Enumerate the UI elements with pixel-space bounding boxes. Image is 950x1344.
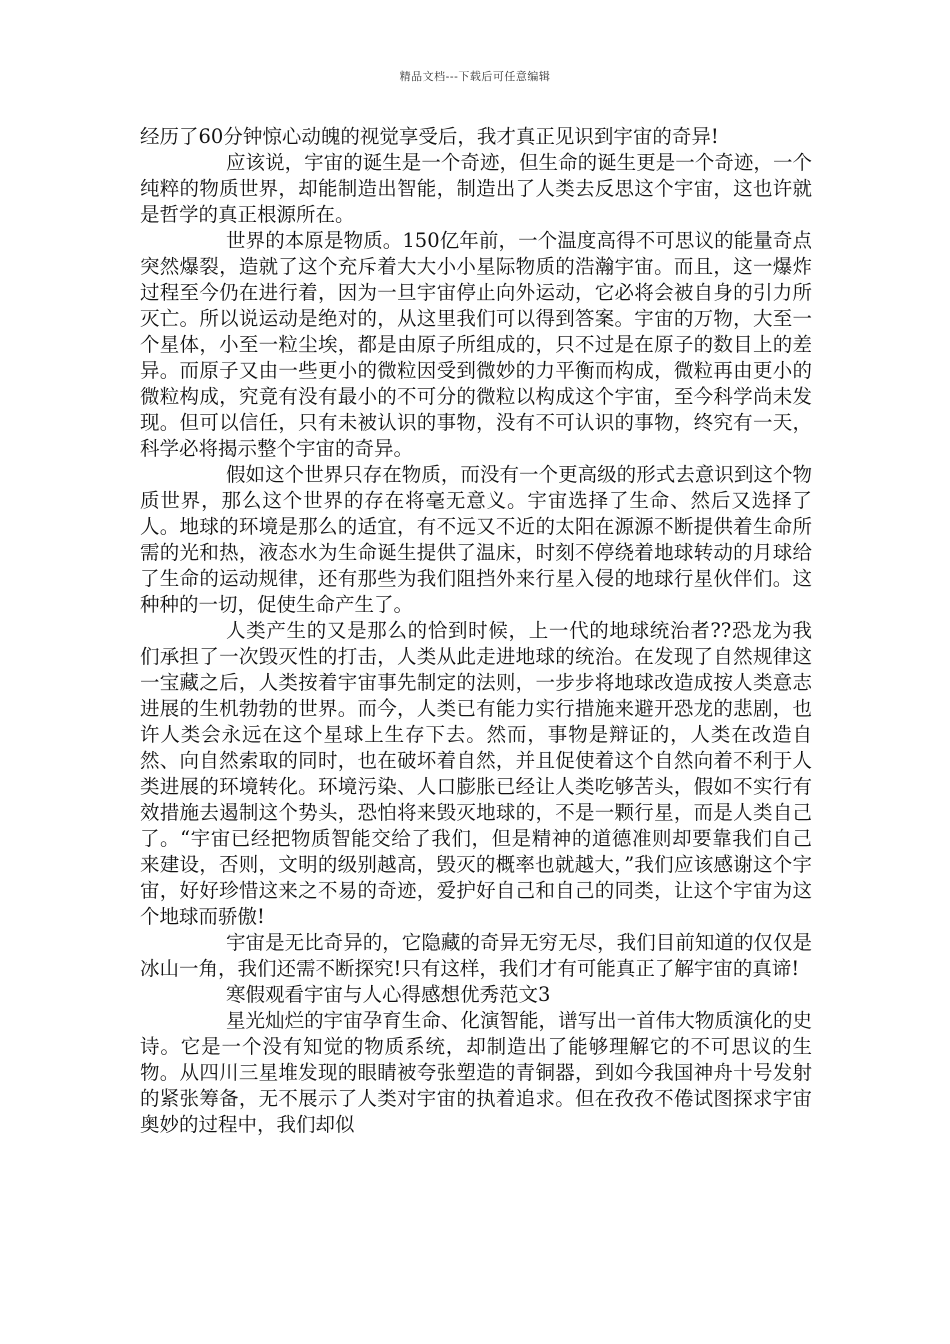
paragraph: 人类产生的又是那么的恰到时候，上一代的地球统治者??恐龙为我们承担了一次毁灭性的打击，人类从此走进地球的统治。在发现了自然规律这一宝藏之后，人类按着宇宙事先制定的法则，一步步将地球改造成按人类意志进展的生机勃勃的世界。而今，人类已有能力实行措施来避开恐龙的悲剧，也许人类会永远在这个星球上生存下去。然而，事物是辩证的，人类在改造自然、向自然索取的同时，也在破坏着自然，并且促使着这个自然向着不利于人类进展的环境转化。环境污染、人口膨胀已经让人类吃够苦头，假如不实行有效措施去遏制这个势头，恐怕将来毁灭地球的，不是一颗行星，而是人类自己了。“宇宙已经把物质智能交给了我们，但是精神的道德准则却要靠我们自己来建设，否则，文明的级别越高，毁灭的概率也就越大，”我们应该感谢这个宇宙，好好珍惜这来之不易的奇迹，爱护好自己和自己的同类，让这个宇宙为这个地球而骄傲! [140,619,812,928]
paragraph: 假如这个世界只存在物质，而没有一个更高级的形式去意识到这个物质世界，那么这个世界的存在将毫无意义。宇宙选择了生命、然后又选择了人。地球的环境是那么的适宜，有不远又不近的太阳在源源不断提供着生命所需的光和热，液态水为生命诞生提供了温床，时刻不停绕着地球转动的月球给了生命的运动规律，还有那些为我们阻挡外来行星入侵的地球行星伙伴们。这种种的一切，促使生命产生了。 [140,463,812,616]
paragraph: 应该说，宇宙的诞生是一个奇迹，但生命的诞生更是一个奇迹，一个纯粹的物质世界，却能制造出智能，制造出了人类去反思这个宇宙，这也许就是哲学的真正根源所在。 [140,151,812,226]
paragraph: 星光灿烂的宇宙孕育生命、化演智能，谱写出一首伟大物质演化的史诗。它是一个没有知觉的物质系统，却制造出了能够理解它的不可思议的生物。从四川三星堆发现的眼睛被夸张塑造的青铜器，到如今我国神舟十号发射的紧张筹备，无不展示了人类对宇宙的执着追求。但在孜孜不倦试图探求宇宙奥妙的过程中，我们却似 [140,1009,812,1136]
paragraph: 宇宙是无比奇异的，它隐藏的奇异无穷无尽，我们目前知道的仅仅是冰山一角，我们还需不断探究!只有这样，我们才有可能真正了解宇宙的真谛! [140,931,812,980]
paragraph: 世界的本原是物质。150亿年前，一个温度高得不可思议的能量奇点突然爆裂，造就了这个充斥着大大小小星际物质的浩瀚宇宙。而且，这一爆炸过程至今仍在进行着，因为一旦宇宙停止向外运动，它必将会被自身的引力所灭亡。所以说运动是绝对的，从这里我们可以得到答案。宇宙的万物，大至一个星体，小至一粒尘埃，都是由原子所组成的，只不过是在原子的数目上的差异。而原子又由一些更小的微粒因受到微妙的力平衡而构成，微粒再由更小的微粒构成，究竟有没有最小的不可分的微粒以构成这个宇宙，至今科学尚未发现。但可以信任，只有未被认识的事物，没有不可认识的事物，终究有一天，科学必将揭示整个宇宙的奇异。 [140,229,812,460]
section-heading: 寒假观看宇宙与人心得感想优秀范文3 [226,983,551,1006]
page-header: 精品文档---下载后可任意编辑 [399,70,551,83]
document-body [140,124,812,1138]
paragraph-continued: 经历了60分钟惊心动魄的视觉享受后，我才真正见识到宇宙的奇异! [140,125,719,148]
